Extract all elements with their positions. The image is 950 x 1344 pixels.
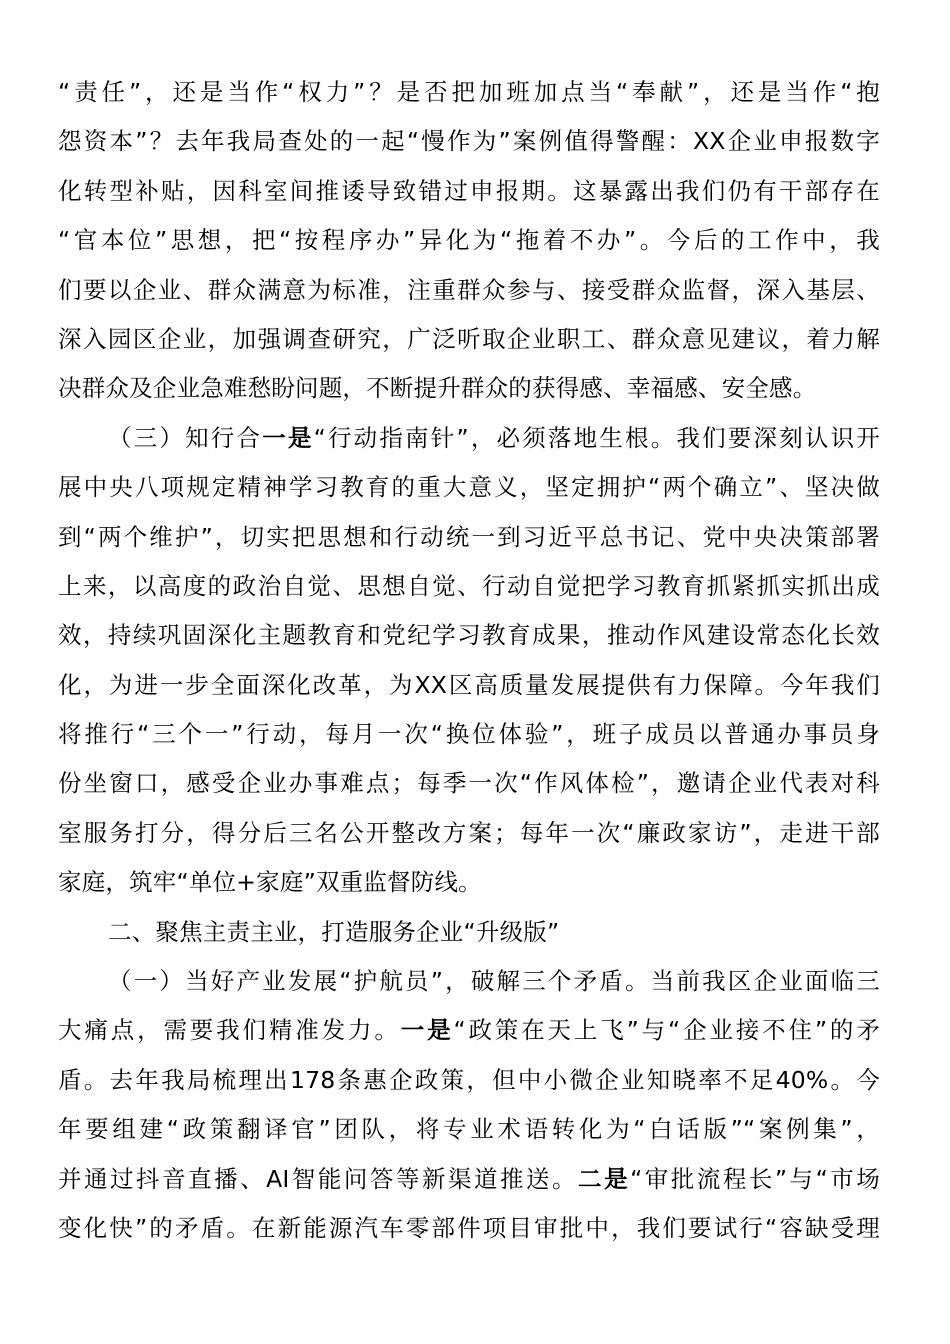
text-line: 家庭，筑牢“单位+家庭”双重监督防线。: [58, 868, 482, 897]
text-line: 们要以企业、群众满意为标准，注重群众参与、接受群众监督，深入基层、: [58, 275, 880, 304]
paragraph-4: [58, 957, 880, 1253]
paragraph-2: [58, 414, 880, 908]
emphasis-text: 二是: [578, 1164, 631, 1193]
text-line: 将推行“三个一”行动，每月一次“换位体验”，班子成员以普通办事员身: [58, 720, 880, 749]
text-line: 深入园区企业，加强调查研究，广泛听取企业职工、群众意见建议，着力解: [58, 324, 880, 353]
text-line: 化，为进一步全面深化改革，为XX区高质量发展提供有力保障。今年我们: [58, 670, 880, 699]
text-line: 效，持续巩固深化主题教育和党纪学习教育成果，推动作风建设常态化长效: [58, 621, 880, 650]
text-line: 年要组建“政策翻译官”团队，将专业术语转化为“白话版”“案例集”，: [58, 1115, 880, 1144]
text-line: 怨资本”？去年我局查处的一起“慢作为”案例值得警醒：XX企业申报数字: [58, 127, 880, 156]
text-line: 盾。去年我局梳理出178条惠企政策，但中小微企业知晓率不足40%。今: [58, 1065, 880, 1094]
text-line: 上来，以高度的政治自觉、思想自觉、行动自觉把学习教育抓紧抓实抓出成: [58, 571, 880, 600]
text-line: （三）知行合一是“行动指南针”，必须落地生根。我们要深刻认识开: [108, 423, 880, 452]
text-line: 并通过抖音直播、AI智能问答等新渠道推送。二是“审批流程长”与“市场: [58, 1164, 880, 1193]
text-line: “责任”，还是当作“权力”？是否把加班加点当“奉献”，还是当作“抱: [58, 78, 880, 106]
text-line: 化转型补贴，因科室间推诿导致错过申报期。这暴露出我们仍有干部存在: [58, 176, 880, 205]
text-line: 展中央八项规定精神学习教育的重大意义，坚定拥护“两个确立”、坚决做: [58, 473, 880, 502]
heading-line: 二、聚焦主责主业，打造服务企业“升级版”: [108, 917, 560, 946]
emphasis-text: 一是: [400, 1016, 454, 1045]
text-line: 变化快”的矛盾。在新能源汽车零部件项目审批中，我们要试行“容缺受理: [58, 1213, 880, 1242]
text-line: （一）当好产业发展“护航员”，破解三个矛盾。当前我区企业面临三: [108, 967, 880, 996]
text-line: 室服务打分，得分后三名公开整改方案；每年一次“廉政家访”，走进干部: [58, 818, 880, 847]
emphasis-text: 一是: [262, 423, 314, 452]
text-line: 决群众及企业急难愁盼问题，不断提升群众的获得感、幸福感、安全感。: [58, 374, 817, 403]
text-line: 份坐窗口，感受企业办事难点；每季一次“作风体检”，邀请企业代表对科: [58, 769, 880, 798]
paragraph-1: [58, 68, 880, 414]
text-line: “官本位”思想，把“按程序办”异化为“拖着不办”。今后的工作中，我: [58, 226, 880, 255]
text-line: 到“两个维护”，切实把思想和行动统一到习近平总书记、党中央决策部署: [58, 522, 880, 551]
text-line: 大痛点，需要我们精准发力。一是“政策在天上飞”与“企业接不住”的矛: [58, 1016, 880, 1045]
section-heading: [58, 908, 880, 957]
